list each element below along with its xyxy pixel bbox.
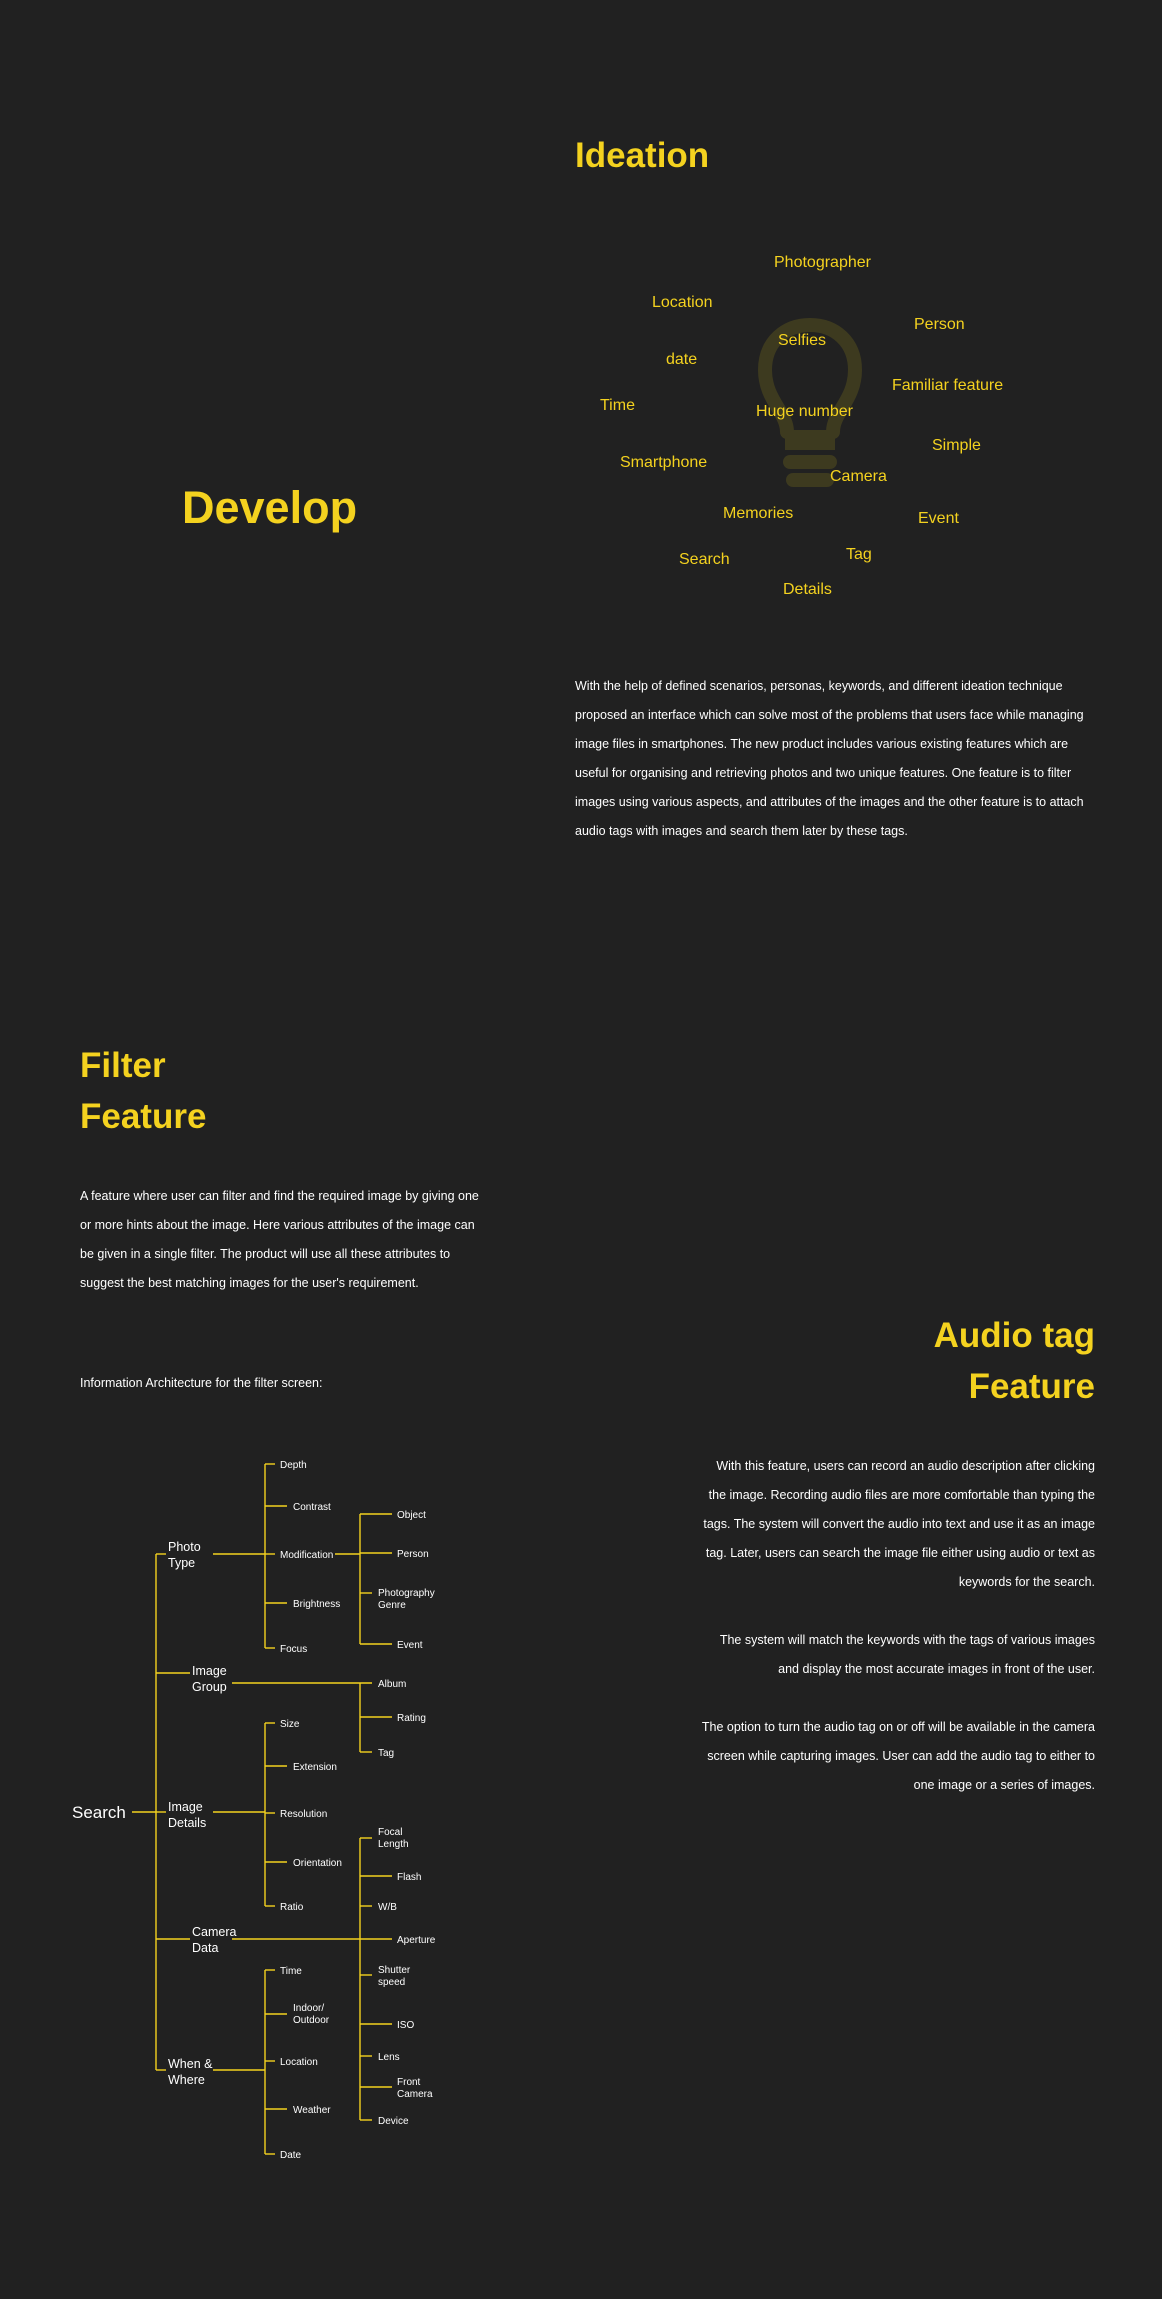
cloud-word: Time bbox=[600, 397, 635, 414]
tree-leaf: Rating bbox=[397, 1713, 426, 1724]
tree-leaf: Focal bbox=[378, 1827, 403, 1838]
filter-title-line2: Feature bbox=[80, 1097, 207, 1136]
cloud-word: Memories bbox=[723, 505, 794, 522]
tree-leaf: Lens bbox=[378, 2052, 400, 2063]
audio-paragraph: The option to turn the audio tag on or off will be available in the camera screen while capturing images. User can add the audio tag to either to one image or a series of images. bbox=[701, 1720, 1095, 1792]
tree-leaf: Focus bbox=[280, 1644, 308, 1655]
tree-leaf: Aperture bbox=[397, 1935, 436, 1946]
tree-leaf: Length bbox=[378, 1839, 409, 1850]
tree-leaf: Depth bbox=[280, 1460, 307, 1471]
cloud-word: Simple bbox=[932, 437, 981, 454]
tree-node: Where bbox=[168, 2073, 205, 2087]
audio-title-line1: Audio tag bbox=[933, 1316, 1095, 1355]
ia-label: Information Architecture for the filter screen: bbox=[80, 1376, 323, 1390]
audio-paragraph: With this feature, users can record an audio description after clicking the image. Recording audio files are more comfortable than typing the tags. The system will convert the audio into text and use it as an image tag. Later, users can search the image file either using audio or text as keywords for the search. bbox=[703, 1459, 1095, 1589]
audio-tag-feature-heading bbox=[934, 1310, 1095, 1412]
tree-node: Camera bbox=[192, 1925, 237, 1939]
tree-root: Search bbox=[72, 1803, 126, 1822]
cloud-word: Tag bbox=[846, 546, 872, 563]
tree-leaf: Date bbox=[280, 2150, 302, 2161]
cloud-word: Search bbox=[679, 551, 730, 568]
tree-node: Image bbox=[192, 1664, 227, 1678]
tree-leaf: Modification bbox=[280, 1550, 334, 1561]
tree-leaf: Outdoor bbox=[293, 2015, 330, 2026]
tree-leaf: Front bbox=[397, 2077, 421, 2088]
tree-node: Data bbox=[192, 1941, 219, 1955]
tree-leaf: Location bbox=[280, 2057, 318, 2068]
ideation-heading: Ideation bbox=[575, 136, 710, 175]
tree-node: Type bbox=[168, 1556, 196, 1570]
develop-heading: Develop bbox=[182, 482, 358, 533]
tree-leaf: Album bbox=[378, 1679, 407, 1690]
tree-leaf: Size bbox=[280, 1719, 300, 1730]
cloud-word: Familiar feature bbox=[892, 377, 1004, 394]
filter-description: A feature where user can filter and find the required image by giving one or more hints about the image. Here various attributes of the image can be given in a single filter. The product will use all these attributes to suggest the best matching images for the user's requirement. bbox=[80, 1189, 479, 1290]
filter-feature-heading bbox=[80, 1040, 206, 1142]
audio-paragraph: The system will match the keywords with the tags of various images and display the most accurate images in front of the user. bbox=[719, 1633, 1095, 1676]
cloud-word: Details bbox=[783, 581, 832, 598]
tree-leaf: Resolution bbox=[280, 1809, 328, 1820]
tree-leaf: Object bbox=[397, 1510, 426, 1521]
tree-leaf: Genre bbox=[378, 1600, 406, 1611]
cloud-word: Person bbox=[914, 316, 965, 333]
cloud-word: Event bbox=[918, 510, 959, 527]
tree-leaf: Ratio bbox=[280, 1902, 304, 1913]
tree-leaf: Person bbox=[397, 1549, 429, 1560]
tree-leaf: Extension bbox=[293, 1762, 337, 1773]
audio-description bbox=[700, 1452, 1095, 1829]
cloud-word: date bbox=[666, 351, 698, 368]
tree-leaf: Device bbox=[378, 2116, 409, 2127]
tree-leaf: Indoor/ bbox=[293, 2003, 325, 2014]
tree-node: When & bbox=[168, 2057, 213, 2071]
tree-leaf: Photography bbox=[378, 1588, 435, 1599]
tree-leaf: Brightness bbox=[293, 1599, 341, 1610]
tree-node: Image bbox=[168, 1800, 203, 1814]
tree-leaf: Flash bbox=[397, 1872, 422, 1883]
tree-leaf: Camera bbox=[397, 2089, 433, 2100]
tree-leaf: Time bbox=[280, 1966, 302, 1977]
tree-leaf: W/B bbox=[378, 1902, 397, 1913]
cloud-word: Camera bbox=[830, 468, 887, 485]
tree-leaf: Tag bbox=[378, 1748, 395, 1759]
tree-node: Details bbox=[168, 1816, 207, 1830]
tree-leaf: Event bbox=[397, 1640, 423, 1651]
cloud-word: Selfies bbox=[778, 332, 827, 349]
tree-leaf: Shutter bbox=[378, 1965, 411, 1976]
filter-title-line1: Filter bbox=[80, 1046, 166, 1085]
tree-leaf: speed bbox=[378, 1977, 406, 1988]
information-architecture-tree bbox=[0, 1430, 520, 2170]
cloud-word: Location bbox=[652, 294, 713, 311]
audio-title-line2: Feature bbox=[968, 1367, 1095, 1406]
tree-leaf: Contrast bbox=[293, 1502, 331, 1513]
tree-leaf: Orientation bbox=[293, 1858, 342, 1869]
tree-leaf: Weather bbox=[293, 2105, 331, 2116]
cloud-word: Photographer bbox=[774, 254, 871, 271]
cloud-word: Smartphone bbox=[620, 454, 708, 471]
cloud-word: Huge number bbox=[756, 403, 853, 420]
tree-node: Photo bbox=[168, 1540, 201, 1554]
tree-node: Group bbox=[192, 1680, 227, 1694]
ideation-description: With the help of defined scenarios, personas, keywords, and different ideation technique proposed an interface which can solve most of the problems that users face while managing image files in smartphones. The new product includes various existing features which are useful for organising and retrieving photos and two unique features. One feature is to filter images using various aspects, and attributes of the images and the other feature is to attach audio tags with images and search them later by these tags. bbox=[575, 679, 1084, 838]
tree-leaf: ISO bbox=[397, 2020, 415, 2031]
